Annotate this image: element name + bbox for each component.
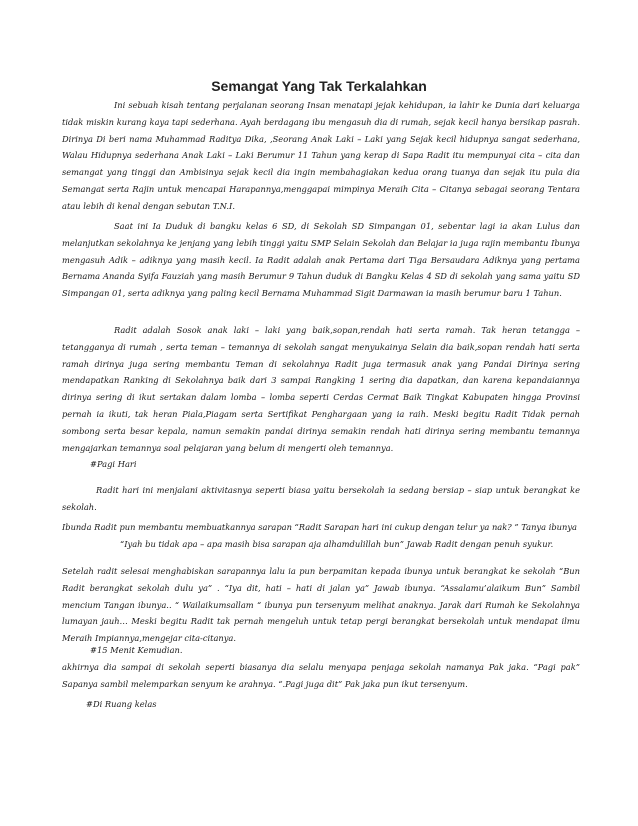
section-heading-ruang-kelas: #Di Ruang kelas xyxy=(86,699,157,709)
paragraph-5a: Ibunda Radit pun membantu membuatkannya sarapan “Radit Sarapan hari ini cukup dengan telur ya nak? ” Tanya ibunya xyxy=(62,522,577,532)
paragraph-5b: “Iyah bu tidak apa – apa masih bisa sarapan aja alhamdulillah bun” Jawab Radit dengan penuh syukur. xyxy=(120,539,554,549)
paragraph-2: Saat ini Ia Duduk di bangku kelas 6 SD, di Sekolah SD Simpangan 01, sebentar lagi ia akan Lulus dan melanjutkan sekolahnya ke jenjang yang lebih tinggi yaitu SMP Selain Sekolah dan Belajar ia juga rajin membantu Ibunya mengasuh Adik – adiknya yang masih kecil. Ia Radit adalah anak Pertama dari Tiga Bersaudara Adiknya yang pertama Bernama Ananda Syifa Fauziah yang masih Berumur 9 Tahun duduk di Bangku Kelas 4 SD di sekolah yang sama yaitu SD Simpangan 01, serta adiknya yang paling kecil Bernama Muhammad Sigit Darmawan ia masih berumur baru 1 Tahun. xyxy=(62,221,580,299)
paragraph-1: Ini sebuah kisah tentang perjalanan seorang Insan menatapi jejak kehidupan, ia lahir ke Dunia dari keluarga tidak miskin kurang kaya tapi sederhana. Ayah berdagang ibu mengasuh dia di rumah, sejak kecil hanya bersikap pasrah. Dirinya Di beri nama Muhammad Raditya Dika, ,Seorang Anak Laki – Laki yang Sejak kecil hidupnya sangat sederhana, Walau Hidupnya sederhana Anak Laki – Laki Berumur 11 Tahun yang kerap di Sapa Radit itu mempunyai cita – cita dan semangat yang tinggi dan Ambisinya sejak kecil dia ingin membahagiakan kedua orang tuanya dan sejak itu pula dia Semangat serta Rajin untuk mencapai Harapannya,menggapai mimpinya Meraih Cita – Citanya sebagai seorang Tentara atau lebih di kenal dengan sebutan T.N.I. xyxy=(62,100,580,211)
paragraph-4: Radit hari ini menjalani aktivitasnya seperti biasa yaitu bersekolah ia sedang bersiap – siap untuk berangkat ke sekolah. xyxy=(62,485,580,512)
section-heading-pagi-hari: #Pagi Hari xyxy=(90,459,137,469)
paragraph-6: Setelah radit selesai menghabiskan sarapannya lalu ia pun berpamitan kepada ibunya untuk berangkat ke sekolah “Bun Radit berangkat sekolah dulu ya” . “Iya dit, hati – hati di jalan ya” Jawab ibunya. “Assalamu’alaikum Bun” Sambil mencium Tangan ibunya.. “ Wailaikumsallam “ ibunya pun tersenyum melihat anaknya. Jarak dari Rumah ke Sekolahnya lumayan jauh… Meski begitu Radit tak pernah mengeluh untuk tetap pergi berangkat bersekolah untuk mendapat ilmu Meraih Impiannya,mengejar cita-citanya. xyxy=(62,566,580,644)
document-title: Semangat Yang Tak Terkalahkan xyxy=(211,78,427,94)
paragraph-7: akhirnya dia sampai di sekolah seperti biasanya dia selalu menyapa penjaga sekolah namanya Pak jaka. “Pagi pak” Sapanya sambil melemparkan senyum ke arahnya. “.Pagi juga dit” Pak jaka pun ikut tersenyum. xyxy=(62,662,580,689)
paragraph-3: Radit adalah Sosok anak laki – laki yang baik,sopan,rendah hati serta ramah. Tak heran tetangga – tetangganya di rumah , serta teman – temannya di sekolah sangat menyukainya Selain dia baik,sopan rendah hati serta ramah dirinya juga sering membantu Teman di sekolahnya Radit juga termasuk anak yang Pandai Dirinya sering mendapatkan Ranking di Sekolahnya baik dari 3 sampai Rangking 1 sering dia dapatkan, dan karena kepandaiannya dirinya sering di ikut sertakan dalam lomba – lomba seperti Cerdas Cermat Baik Tingkat Kabupaten hingga Provinsi pernah ia ikuti, tak heran Piala,Piagam serta Sertifikat Penghargaan yang ia raih. Meski begitu Radit Tidak pernah sombong serta besar kepala, namun semakin pandai dirinya semakin rendah hati dirinya sering membantu temannya mengajarkan temannya soal pelajaran yang belum di mengerti oleh temannya. xyxy=(62,325,580,453)
section-heading-15-menit: #15 Menit Kemudian. xyxy=(90,645,183,655)
